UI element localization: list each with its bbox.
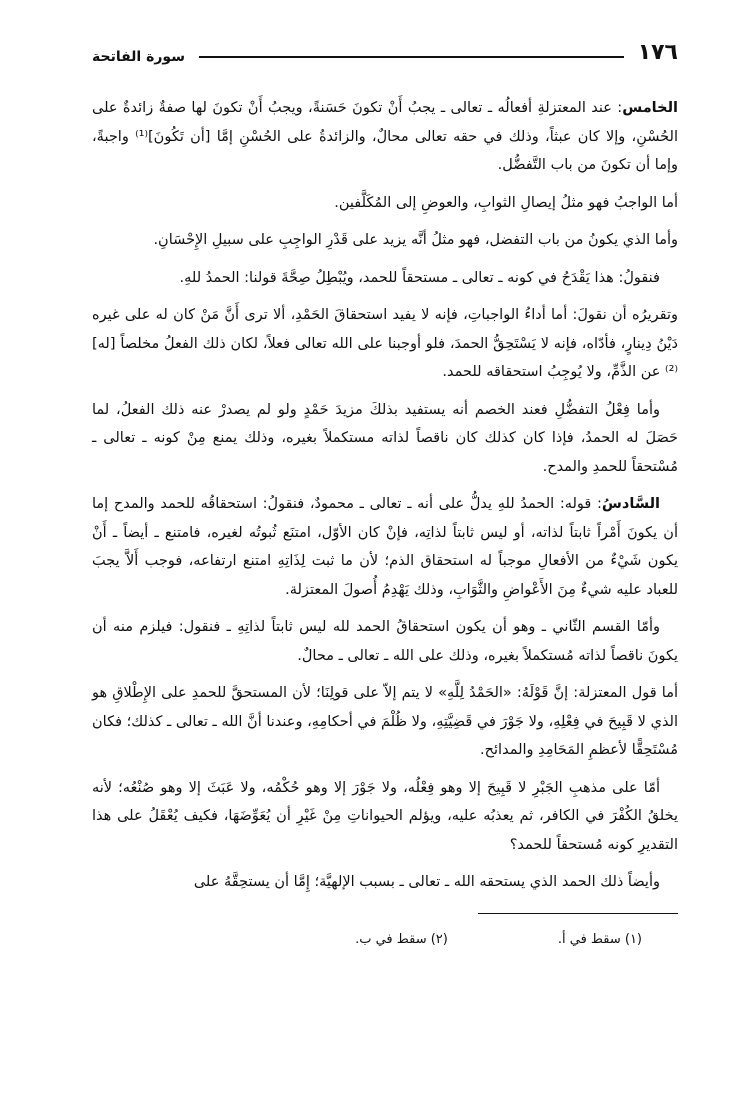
paragraph-text: وتقريرُه أن نقولَ: أما أداءُ الواجباتِ، فإنه لا يفيد استحقاقَ الحَمْدِ، ألا ترى أَنَّ مَنْ كان له على غيره دَيْنُ دِينارٍ، فأدّاه، فإنه لا يَسْتَحِقُّ الحمدَ، فلو أوجبنا على الله تعالى فعلاً، لكان ذلك الفعلُ مخلصاً [له]⁽²⁾ عن الذَّمِّ، ولا يُوجِبُ استحقاقه للحمد. [92, 307, 678, 380]
surah-title: سورة الفاتحة [92, 49, 185, 65]
header-rule [199, 56, 624, 58]
page-number: ١٧٦ [637, 40, 678, 65]
page-header [92, 34, 678, 64]
paragraph [92, 868, 678, 897]
paragraph-text: وأما الذي يكونُ من باب التفضل، فهو مثلُ أنَّه يزيد على قَدْرِ الواجِبِ على سبيلِ الإِحْسَانِ. [153, 232, 678, 248]
paragraph-text: وأما فِعْلُ التفضُّلِ فعند الخصم أنه يستفيد بذلكَ مزيدَ حَمْدٍ ولو لم يصدرْ عنه ذلك الفعلُ، لما حَصَلَ له الحمدُ، فإذا كان كذلك كان ناقصاً لذاته مستكملاً بغيره، وذلك يمنع مِنْ كونه ـ تعالى ـ مُسْتحقاً للحمدِ والمدح. [92, 401, 678, 475]
paragraph [92, 774, 678, 860]
paragraph [92, 613, 678, 670]
paragraph-lead: السَّادسُ [601, 496, 660, 512]
paragraph-sixth [92, 490, 678, 604]
paragraph-text: : عند المعتزلةِ أفعالُه ـ تعالى ـ يجبُ أَنْ تكونَ حَسَنةً، ويجبُ أَنْ تكونَ لها صفةٌ زائدةٌ على الحُسْنِ، وإلا كان عبثاً، وذلك في حقه تعالى محالٌ، والزائدةُ على الحُسْنِ إمَّا [أن تَكُونَ]⁽¹⁾ واجبةً، وإما أن تكونَ من باب التَّفضُّل. [92, 100, 678, 173]
paragraph-text: فنقولُ: هذا يَقْدَحُ في كونه ـ تعالى ـ مستحقاً للحمد، ويُبْطِلُ صِحَّةَ قولنا: الحمدُ للهِ. [179, 269, 660, 286]
paragraph-text: وأيضاً ذلك الحمد الذي يستحقه الله ـ تعالى ـ بسبب الإلهيَّة؛ إِمَّا أن يستحِقَّهُ على [193, 874, 660, 890]
paragraph [92, 396, 678, 482]
paragraph-text: : قوله: الحمدُ للهِ يدلُّ على أنه ـ تعالى ـ محمودٌ، فنقولُ: استحقاقُه للحمد والمدح إما أن يكونَ أَمْراً ثابتاً لذاته، أو ليس ثابتاً لذاتِه، فإنْ كان الأوّل، امتنَع ثُبوتُه لغيره، فامتنع ـ أيضاً ـ أَنْ يكون شَيْءٌ من الأفعالِ موجباً له استحقاق الذم؛ لأن ما ثبت لِذَاتِهِ امتنع ارتفاعه، فوجب أَلاَّ يجبَ للعباد عليه شيءٌ مِنَ الأَعْواضِ والثَّوَابِ، وذلك يَهْدِمُ أُصولَ المعتزلة. [92, 496, 678, 598]
paragraph [92, 301, 678, 387]
paragraph-text: وأمّا القسم الثّاني ـ وهو أن يكون استحقاقُ الحمد لله ليس ثابتاً لذاتِهِ ـ فنقول: فيلزم منه أن يكونَ ناقصاً لذاته مُستكملاً بغيره، وذلك على الله ـ تعالى ـ محالٌ. [92, 619, 678, 664]
paragraph [92, 264, 678, 293]
footnote-rule [478, 913, 678, 914]
paragraph-text: أما قول المعتزلة: إنَّ قَوْلَهُ: «الحَمْدُ لِلَّهِ» لا يتم إلاّ على قولِنَا؛ لأن المستحقَّ للحمدِ على الإِطْلاقِ هو الذي لا قَبِيحَ في فِعْلِهِ، ولا جَوْرَ في قَضِيَّتِهِ، ولا ظُلْمَ في أحكامِهِ، وعندنا أنَّ الله ـ تعالى ـ كذلك؛ فكان مُسْتَحِقًّا لأعظمِ المَحَامِدِ والمدائح. [92, 685, 678, 758]
paragraph-lead: الخامس [622, 100, 678, 116]
paragraph [92, 189, 678, 218]
footnotes [92, 932, 678, 947]
footnote-1: (١) سقط في أ. [557, 931, 642, 947]
paragraph [92, 226, 678, 255]
body-text [92, 94, 678, 897]
paragraph [92, 679, 678, 765]
paragraph-text: أمّا على مذهبِ الجَبْرِ لا قَبِيحَ إلا وهو فِعْلُه، ولا جَوْرَ إلا وهو حُكْمُه، ولا عَبَثَ إلا وهو صُنْعُه؛ لأنه يخلقُ الكُفْرَ في الكافر، ثم يعذبُه عليه، ويؤلم الحيواناتِ مِنْ غَيْرِ أن يُعَوِّضَهَا، فكيف يُعْقَلُ على هذا التقديرِ كونه مُستحقاً للحمد؟ [92, 779, 678, 853]
paragraph-fifth [92, 94, 678, 180]
footnote-2: (٢) سقط في ب. [355, 931, 448, 947]
paragraph-text: أما الواجبُ فهو مثلُ إيصالِ الثوابِ، والعوضِ إلى المُكَلَّفين. [334, 194, 678, 211]
